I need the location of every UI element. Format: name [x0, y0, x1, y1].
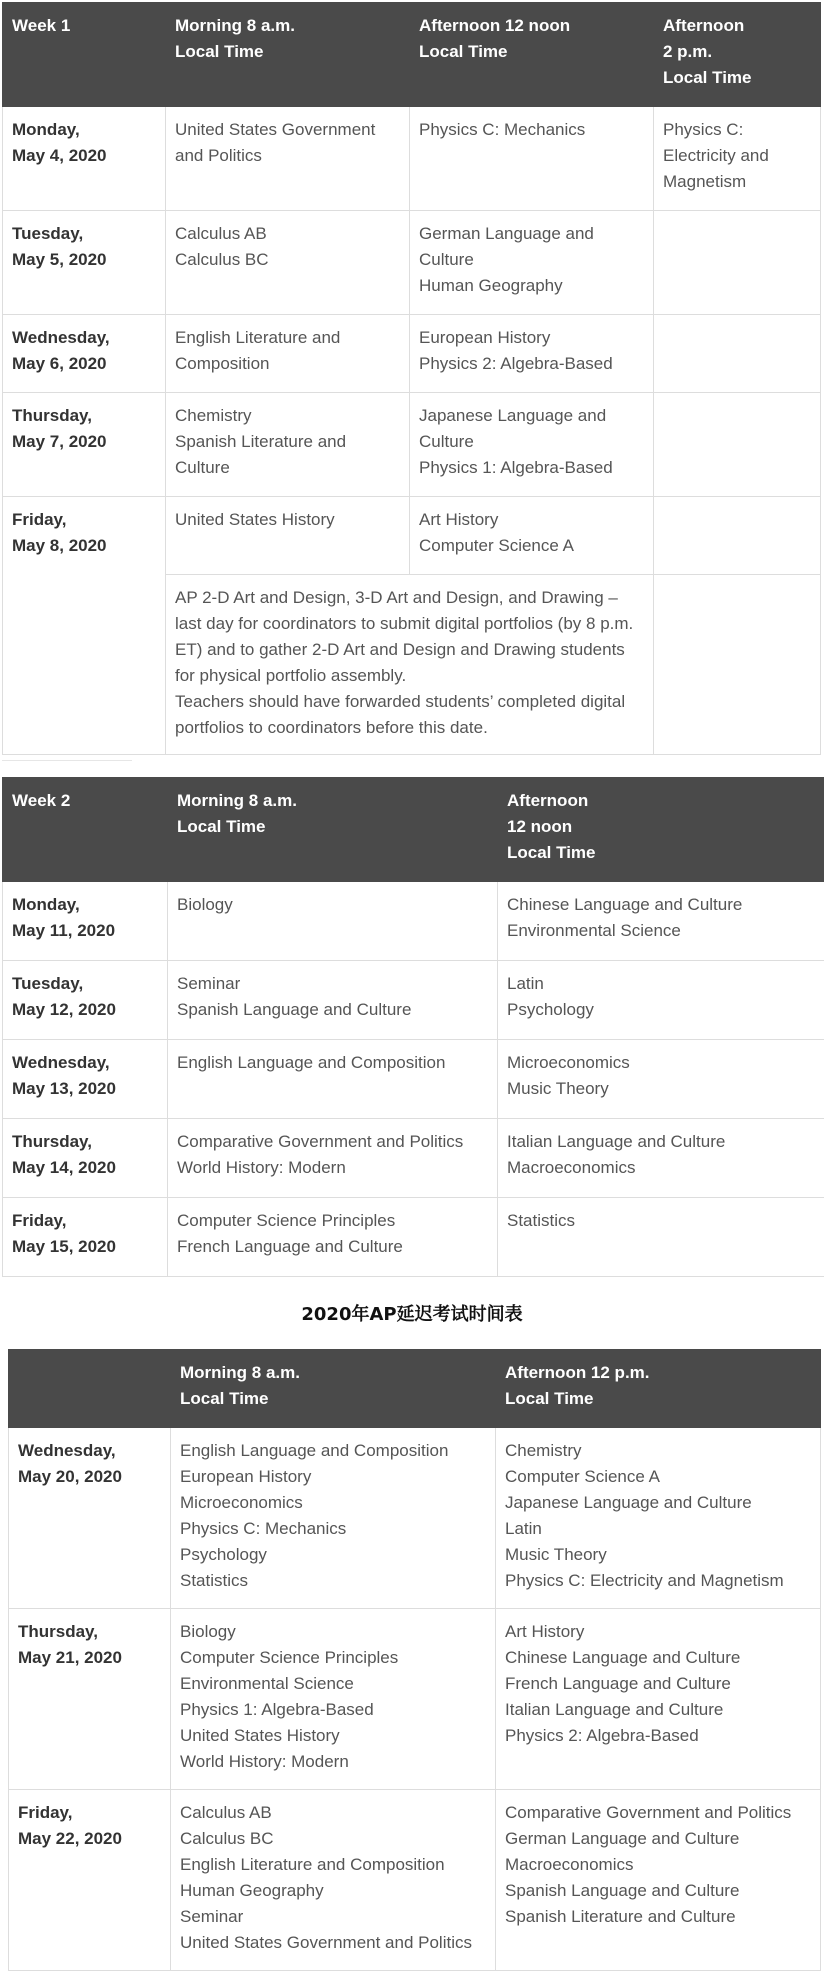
text-line: Calculus AB — [180, 1803, 272, 1822]
text-line: Wednesday, — [12, 328, 110, 347]
morning-cell — [166, 107, 410, 211]
day-cell — [3, 882, 168, 961]
text-line: Local Time — [505, 1389, 594, 1408]
morning-cell — [166, 393, 410, 497]
text-line: Spanish Language and Culture — [505, 1881, 740, 1900]
text-line: Afternoon — [507, 791, 589, 810]
text-line: French Language and Culture — [177, 1237, 403, 1256]
morning-cell — [166, 497, 410, 575]
text-line: Seminar — [177, 974, 241, 993]
text-line: Physics C: Electricity and Magnetism — [505, 1571, 784, 1590]
text-line: Computer Science Principles — [180, 1648, 399, 1667]
morning-cell — [171, 1428, 496, 1609]
text-line: Thursday, — [18, 1622, 98, 1641]
text-line: English Language and Composition — [180, 1441, 449, 1460]
morning-cell — [168, 961, 498, 1040]
noon-cell — [498, 1040, 824, 1119]
text-line: Chinese Language and Culture — [507, 895, 743, 914]
table-row — [3, 211, 821, 315]
text-line: Human Geography — [180, 1881, 324, 1900]
table-row — [9, 1428, 821, 1609]
text-line: May 21, 2020 — [18, 1648, 122, 1667]
text-line: May 20, 2020 — [18, 1467, 122, 1486]
day-cell — [3, 1119, 168, 1198]
text-line: 2 p.m. — [663, 42, 713, 61]
portfolio-note — [166, 575, 654, 755]
week2-schedule-table — [2, 777, 824, 1277]
text-line: AP 2-D Art and Design, 3-D Art and Design, and Drawing – last day for coordinators to submit digital portfolios (by 8 p.m. ET) and to gather 2-D Art and Design and Drawing students for physical portfolio assembly. — [175, 588, 634, 685]
text-line: Art History — [419, 510, 499, 529]
week1-schedule-table — [2, 2, 821, 755]
two-pm-cell — [654, 393, 821, 497]
text-line: Calculus BC — [175, 250, 269, 269]
text-line: Local Time — [419, 42, 508, 61]
text-line: Latin — [505, 1519, 542, 1538]
day-cell — [9, 1609, 171, 1790]
text-line: Microeconomics — [180, 1493, 303, 1512]
text-line: Calculus BC — [180, 1829, 274, 1848]
text-line: Psychology — [507, 1000, 594, 1019]
text-line: United States Government and Politics — [180, 1933, 472, 1952]
delayed-header-day — [9, 1350, 171, 1428]
text-line: European History — [180, 1467, 312, 1486]
text-line: May 22, 2020 — [18, 1829, 122, 1848]
text-line: May 5, 2020 — [12, 250, 107, 269]
text-line: United States Government and Politics — [175, 120, 376, 165]
text-line: Afternoon 12 noon — [419, 16, 571, 35]
text-line: Local Time — [180, 1389, 269, 1408]
noon-cell — [496, 1790, 821, 1971]
text-line: Physics 1: Algebra-Based — [419, 458, 613, 477]
noon-cell — [498, 882, 824, 961]
text-line: Japanese Language and Culture — [505, 1493, 752, 1512]
week2-header-noon — [498, 778, 824, 882]
text-line: Local Time — [663, 68, 752, 87]
text-line: Morning 8 a.m. — [177, 791, 297, 810]
delayed-schedule-table — [8, 1349, 821, 1971]
text-line: Chemistry — [175, 406, 252, 425]
text-line: Wednesday, — [18, 1441, 116, 1460]
week1-header-noon — [410, 3, 654, 107]
week1-header-morning — [166, 3, 410, 107]
table-row — [3, 1119, 824, 1198]
day-cell — [9, 1790, 171, 1971]
table-row — [9, 1609, 821, 1790]
text-line: German Language and Culture — [419, 224, 594, 269]
text-line: May 4, 2020 — [12, 146, 107, 165]
day-cell — [3, 497, 166, 755]
text-line: Statistics — [180, 1571, 249, 1590]
text-line: Physics 2: Algebra-Based — [419, 354, 613, 373]
week2-header-row — [3, 778, 824, 882]
text-line: Environmental Science — [507, 921, 681, 940]
delayed-header-row — [9, 1350, 821, 1428]
text-line: Morning 8 a.m. — [175, 16, 295, 35]
text-line: Chemistry — [505, 1441, 582, 1460]
noon-cell — [410, 315, 654, 393]
text-line: Spanish Literature and Culture — [175, 432, 347, 477]
text-line: European History — [419, 328, 551, 347]
text-line: Local Time — [177, 817, 266, 836]
text-line: Physics 2: Algebra-Based — [505, 1726, 699, 1745]
two-pm-cell — [654, 575, 821, 755]
week1-header-2pm — [654, 3, 821, 107]
two-pm-cell — [654, 497, 821, 575]
text-line: French Language and Culture — [505, 1674, 731, 1693]
text-line: Human Geography — [419, 276, 563, 295]
table-row — [3, 497, 821, 575]
text-line: Chinese Language and Culture — [505, 1648, 741, 1667]
text-line: World History: Modern — [177, 1158, 346, 1177]
text-line: Microeconomics — [507, 1053, 630, 1072]
delayed-header-morning — [171, 1350, 496, 1428]
text-line: Comparative Government and Politics — [505, 1803, 792, 1822]
noon-cell — [410, 393, 654, 497]
morning-cell — [166, 211, 410, 315]
day-cell — [3, 315, 166, 393]
text-line: Local Time — [507, 843, 596, 862]
two-pm-cell — [654, 211, 821, 315]
table-row — [3, 1040, 824, 1119]
text-line: Physics C: Electricity and Magnetism — [663, 120, 769, 191]
noon-cell — [498, 1119, 824, 1198]
text-line: English Language and Composition — [177, 1053, 446, 1072]
text-line: United States History — [180, 1726, 340, 1745]
text-line: Music Theory — [507, 1079, 609, 1098]
text-line: United States History — [175, 510, 335, 529]
day-cell — [3, 961, 168, 1040]
text-line: Teachers should have forwarded students’ completed digital portfolios to coordinators before this date. — [175, 692, 626, 737]
text-line: Biology — [180, 1622, 236, 1641]
section-divider — [2, 760, 132, 761]
day-cell — [3, 1198, 168, 1277]
text-line: May 6, 2020 — [12, 354, 107, 373]
text-line: May 13, 2020 — [12, 1079, 116, 1098]
text-line: Computer Science A — [505, 1467, 660, 1486]
text-line: Physics 1: Algebra-Based — [180, 1700, 374, 1719]
week2-header-week: Week 2 — [3, 778, 168, 882]
text-line: Psychology — [180, 1545, 267, 1564]
text-line: May 12, 2020 — [12, 1000, 116, 1019]
text-line: Monday, — [12, 895, 80, 914]
morning-cell — [168, 1198, 498, 1277]
text-line: World History: Modern — [180, 1752, 349, 1771]
week1-header-row — [3, 3, 821, 107]
text-line: Friday, — [18, 1803, 73, 1822]
day-cell — [9, 1428, 171, 1609]
delayed-schedule-title: 2020年AP延迟考试时间表 — [301, 1304, 523, 1325]
day-cell — [3, 107, 166, 211]
week2-header-morning — [168, 778, 498, 882]
text-line: May 11, 2020 — [12, 921, 116, 940]
text-line: Tuesday, — [12, 224, 84, 243]
text-line: Friday, — [12, 510, 67, 529]
text-line: English Literature and Composition — [175, 328, 341, 373]
noon-cell — [410, 107, 654, 211]
text-line: Local Time — [175, 42, 264, 61]
text-line: Spanish Language and Culture — [177, 1000, 412, 1019]
noon-cell — [498, 1198, 824, 1277]
table-row — [9, 1790, 821, 1971]
morning-cell — [168, 1119, 498, 1198]
text-line: Computer Science A — [419, 536, 574, 555]
morning-cell — [171, 1790, 496, 1971]
text-line: Comparative Government and Politics — [177, 1132, 464, 1151]
two-pm-cell — [654, 315, 821, 393]
text-line: May 14, 2020 — [12, 1158, 116, 1177]
text-line: Monday, — [12, 120, 80, 139]
noon-cell — [410, 211, 654, 315]
table-row — [3, 882, 824, 961]
text-line: Thursday, — [12, 406, 92, 425]
day-cell — [3, 211, 166, 315]
morning-cell — [171, 1609, 496, 1790]
text-line: Italian Language and Culture — [505, 1700, 724, 1719]
text-line: Computer Science Principles — [177, 1211, 396, 1230]
text-line: May 15, 2020 — [12, 1237, 116, 1256]
morning-cell — [168, 882, 498, 961]
text-line: Italian Language and Culture — [507, 1132, 726, 1151]
text-line: Seminar — [180, 1907, 244, 1926]
table-row — [3, 393, 821, 497]
text-line: Art History — [505, 1622, 585, 1641]
text-line: Physics C: Mechanics — [419, 120, 586, 139]
text-line: English Literature and Composition — [180, 1855, 445, 1874]
week1-header-week: Week 1 — [3, 3, 166, 107]
text-line: Macroeconomics — [507, 1158, 636, 1177]
day-cell — [3, 1040, 168, 1119]
text-line: May 8, 2020 — [12, 536, 107, 555]
noon-cell — [498, 961, 824, 1040]
table-row — [3, 961, 824, 1040]
text-line: German Language and Culture — [505, 1829, 740, 1848]
morning-cell — [168, 1040, 498, 1119]
text-line: Biology — [177, 895, 233, 914]
noon-cell — [496, 1609, 821, 1790]
text-line: Physics C: Mechanics — [180, 1519, 347, 1538]
text-line: Wednesday, — [12, 1053, 110, 1072]
text-line: Thursday, — [12, 1132, 92, 1151]
table-row — [3, 107, 821, 211]
text-line: Calculus AB — [175, 224, 267, 243]
text-line: Afternoon — [663, 16, 745, 35]
morning-cell — [166, 315, 410, 393]
text-line: Afternoon 12 p.m. — [505, 1363, 650, 1382]
text-line: Statistics — [507, 1211, 576, 1230]
day-cell — [3, 393, 166, 497]
text-line: Friday, — [12, 1211, 67, 1230]
text-line: Macroeconomics — [505, 1855, 634, 1874]
delayed-header-noon — [496, 1350, 821, 1428]
text-line: Spanish Literature and Culture — [505, 1907, 736, 1926]
text-line: Tuesday, — [12, 974, 84, 993]
text-line: Latin — [507, 974, 544, 993]
table-row — [3, 315, 821, 393]
text-line: 12 noon — [507, 817, 573, 836]
text-line: Environmental Science — [180, 1674, 354, 1693]
noon-cell — [496, 1428, 821, 1609]
text-line: Japanese Language and Culture — [419, 406, 607, 451]
text-line: Music Theory — [505, 1545, 607, 1564]
noon-cell — [410, 497, 654, 575]
text-line: Morning 8 a.m. — [180, 1363, 300, 1382]
two-pm-cell — [654, 107, 821, 211]
table-row — [3, 1198, 824, 1277]
text-line: May 7, 2020 — [12, 432, 107, 451]
